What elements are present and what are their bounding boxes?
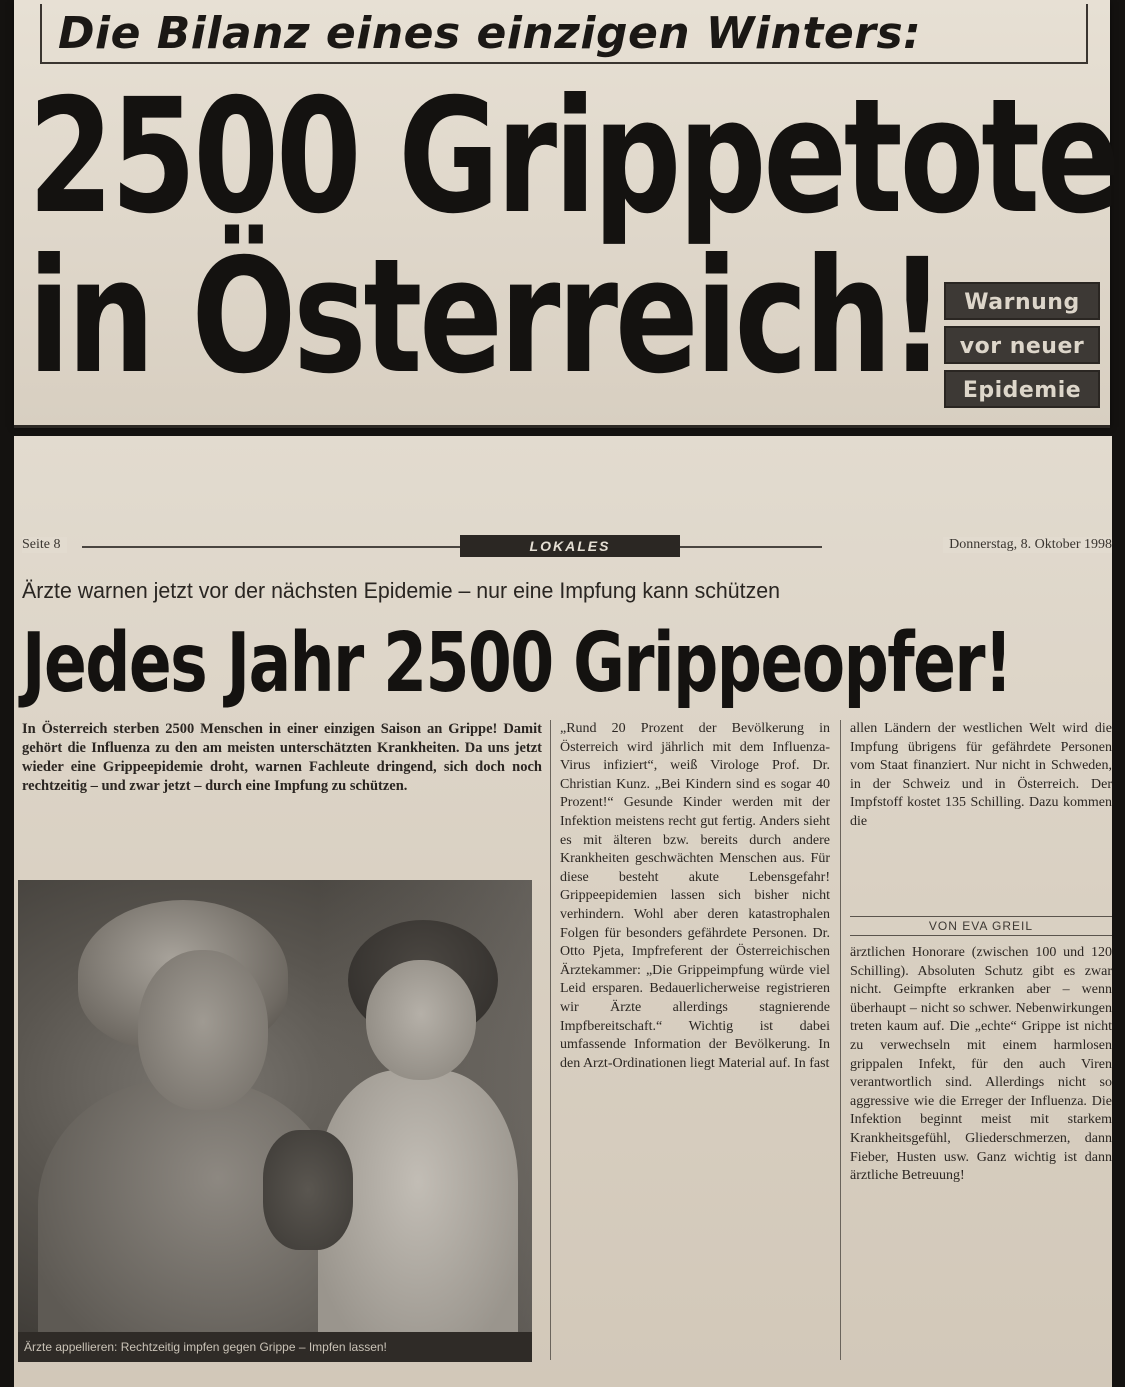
article-column-2: „Rund 20 Prozent der Bevölkerung in Österreich wird jährlich mit dem Influenza-Virus infiziert“, weiß Virologe Prof. Dr. Christian Kunz. „Bei Kindern sind es sogar 40 Prozent!“ Gesunde Kinder werden mit der Infektion meistens recht gut fertig. Anders sieht es mit älteren bzw. bereits durch andere Krankheiten geschwächten Menschen aus. Für diese besteht akute Lebensgefahr! Grippeepidemien lassen sich bisher nicht verhindern. Wohl aber deren katastrophalen Folgen für besonders gefährdete Personen. Dr. Otto Pjeta, Impfreferent der Österreichischen Ärztekammer: „Die Grippeimpfung würde viel Leid ersparen. Bedauerlicherweise registrieren wir Ärzte allerdings stagnierende Impfbereitschaft.“ Wichtig ist dabei umfassende Information der Bevölkerung. In den Arzt-Ordinationen liegt Material auf. In fast <box>560 721 830 1071</box>
article-column-3-bottom: ärztlichen Honorare (zwischen 100 und 120 Schilling). Absoluten Schutz gibt es zwar nicht. Geimpfte erkranken aber – wenn überhaupt – nicht so schwer. Nebenwirkungen treten kaum auf. Die „echte“ Grippe ist nicht zu verwechseln mit einem harmlosen grippalen Infekt, für den auch Viren verantwortlich sind. Allerdings nicht so aggressive wie die Erreger der Influenza. Die Infektion beginnt meist mit starkem Krankheitsgefühl, Gliederschmerzen, dann Fieber, Husten usw. Ganz wichtig ist dann ärztliche Betreuung! <box>850 945 1112 1184</box>
page-label: Seite 8 <box>22 537 67 553</box>
photo-caption: Ärzte appellieren: Rechtzeitig impfen gegen Grippe – Impfen lassen! <box>18 1332 532 1362</box>
article-column-3-top: allen Ländern der westlichen Welt wird die Impfung übrigens für gefährdete Personen vom Staat finanziert. Nur nicht in Schweden, in der Schweiz und in Österreich. Der Impfstoff kostet 135 Schilling. Dazu kommen die <box>850 721 1112 829</box>
section-badge: LOKALES <box>460 535 680 557</box>
warning-line: Warnung <box>944 282 1100 320</box>
warning-line: Epidemie <box>944 370 1100 408</box>
article-photo <box>18 880 532 1332</box>
article-headline: Jedes Jahr 2500 Grippeopfer! <box>22 616 1012 711</box>
issue-date: Donnerstag, 8. Oktober 1998 <box>943 537 1112 553</box>
article-lead: In Österreich sterben 2500 Menschen in einer einzigen Saison an Grippe! Damit gehört die Influenza zu den am meisten unterschätzten Krankheiten. Da uns jetzt wieder eine Grippeepidemie droht, warnen Fachleute dringend, sich doch noch rechtzeitig – und zwar jetzt – durch eine Impfung zu schützen. <box>22 721 542 794</box>
article-subhead: Ärzte warnen jetzt vor der nächsten Epidemie – nur eine Impfung kann schützen <box>22 578 781 603</box>
page-meta-row <box>22 534 1112 560</box>
column-divider <box>550 720 551 1360</box>
meta-rule <box>82 546 822 548</box>
main-headline-line1: 2500 Grippetote <box>28 65 1118 249</box>
byline: VON EVA GREIL <box>850 916 1112 936</box>
main-headline-line2: in Österreich! <box>28 225 943 409</box>
teddy-figure <box>263 1130 353 1250</box>
column-divider <box>840 720 841 1360</box>
warning-line: vor neuer <box>944 326 1100 364</box>
warning-box <box>944 282 1100 414</box>
kicker-line: Die Bilanz eines einzigen Winters: <box>58 8 922 59</box>
clipping-divider <box>14 425 1110 428</box>
